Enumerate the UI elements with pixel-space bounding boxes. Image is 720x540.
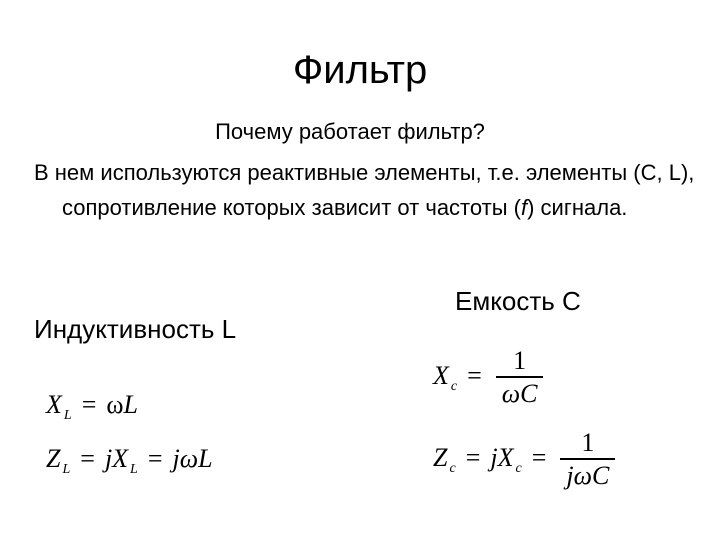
formula-subscript: c [450,378,458,394]
body-text-part1: В нем используются реактивные элементы, т.е. элементы (C, L), сопротивление которых зависит от частоты ( [34,160,695,220]
formula-equals: = [467,360,482,390]
formula-symbol: X [433,360,449,390]
capacitive-reactance-formula [433,346,543,410]
formula-term: jX [104,444,129,473]
formula-subscript: c [449,460,456,476]
inductance-heading: Индуктивность L [34,314,237,344]
formula-equals: = [81,390,97,419]
formula-symbol: Z [46,444,61,473]
formula-equals: = [531,442,547,472]
formula-term: jX [490,442,514,472]
formula-fraction [560,428,615,492]
slide-question: Почему работает фильтр? [215,119,485,144]
formula-omega: ω [106,390,124,419]
formula-subscript: L [62,462,71,477]
formula-symbol: Z [433,442,448,472]
formula-fraction [496,346,544,410]
fraction-numerator: 1 [581,428,595,457]
body-text-frequency: f [520,195,528,220]
formula-equals: = [147,444,163,473]
body-text-part2: ) сигнала. [527,195,628,220]
fraction-denominator: ωC [496,376,544,410]
fraction-denominator: jωC [560,458,615,492]
formula-subscript: L [63,408,72,423]
formula-subscript: c [515,460,522,476]
formula-equals: = [465,442,481,472]
capacitive-impedance-formula [433,428,615,492]
formula-symbol: L [123,390,138,419]
slide-title: Фильтр [292,48,428,92]
formula-symbol: X [46,390,62,419]
formula-equals: = [80,444,95,473]
formula-term: jωL [172,444,213,473]
formula-subscript: L [130,462,138,477]
inductive-impedance-formula [46,444,213,478]
inductive-reactance-formula [46,390,138,424]
body-paragraph [34,155,702,225]
fraction-numerator: 1 [513,346,527,375]
capacitance-heading: Емкость С [455,286,581,316]
